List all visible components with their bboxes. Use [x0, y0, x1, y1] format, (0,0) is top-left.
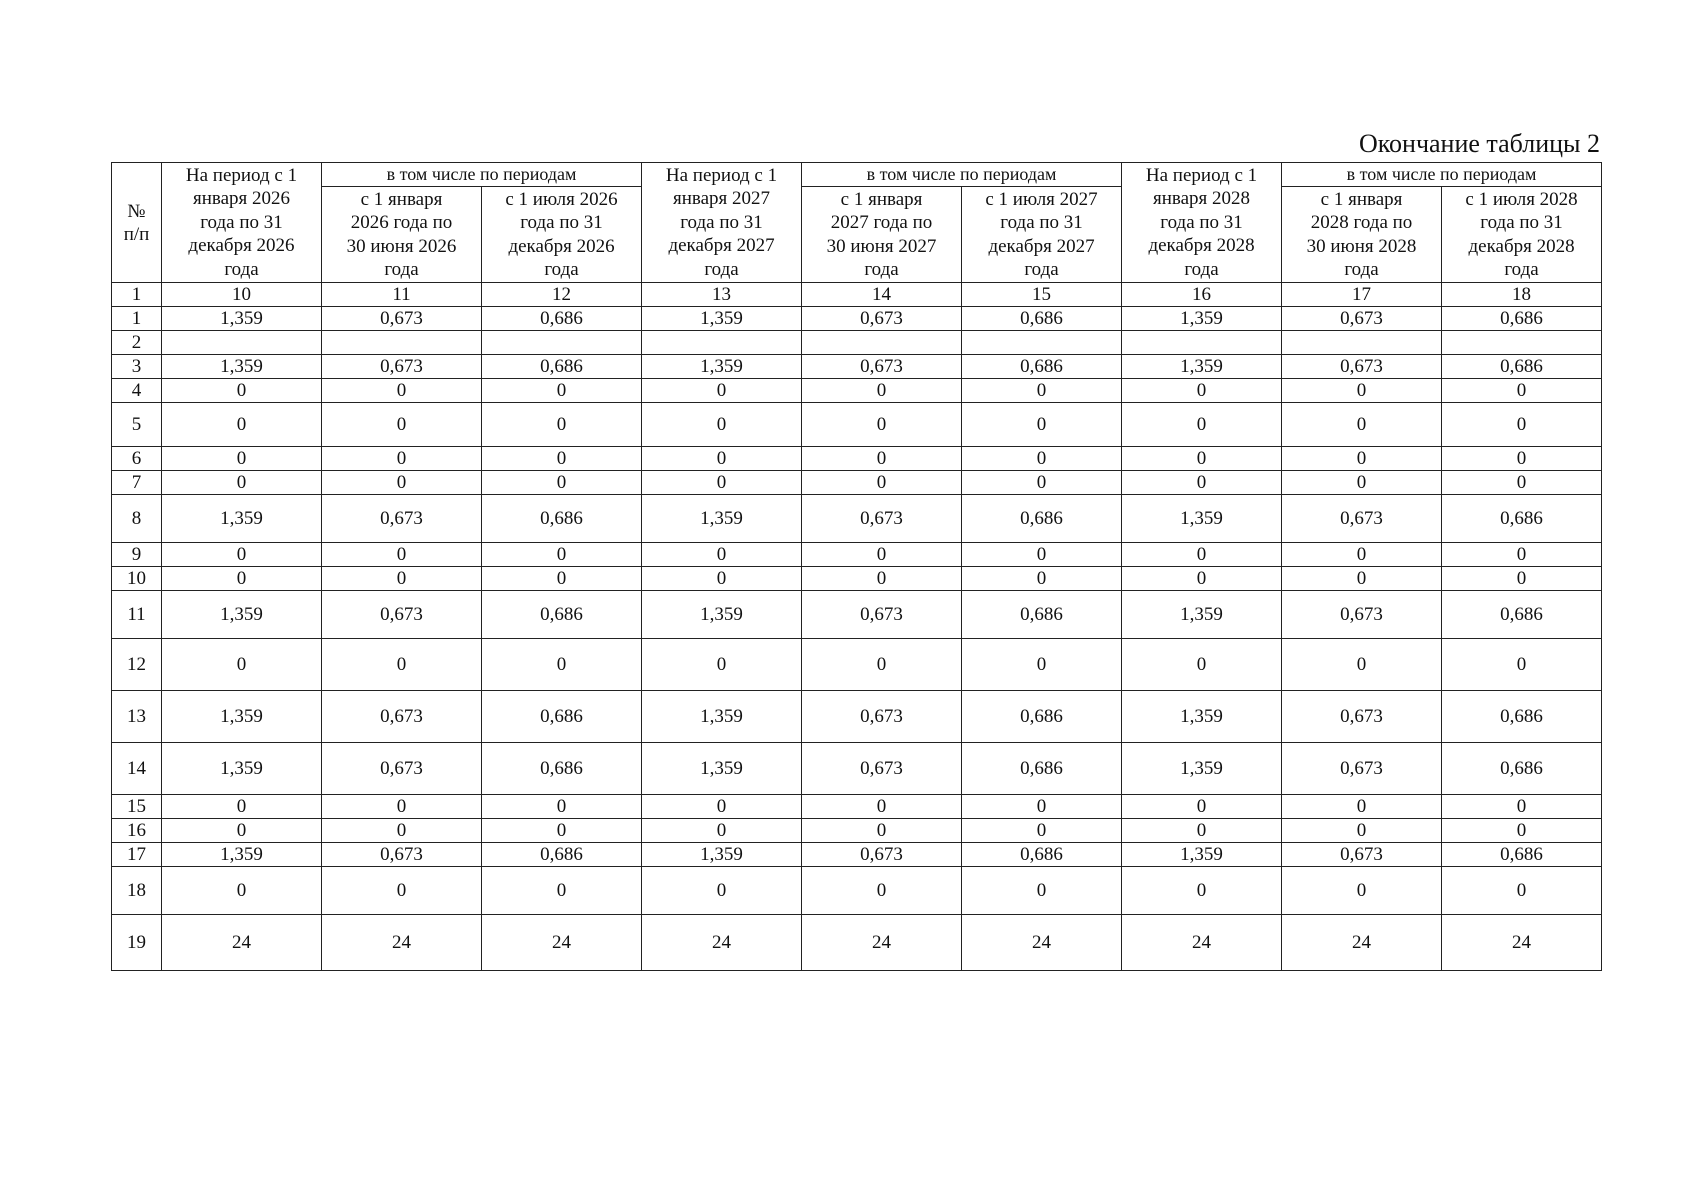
table-cell: 0: [1122, 567, 1282, 591]
table-cell: 0: [1282, 447, 1442, 471]
header-h1-2026: с 1 января 2026 года по 30 июня 2026 года: [322, 187, 482, 283]
row-number: 19: [112, 915, 162, 971]
table-cell: 0: [962, 639, 1122, 691]
table-cell: 24: [962, 915, 1122, 971]
table-cell: 0,686: [482, 743, 642, 795]
column-number: 14: [802, 283, 962, 307]
table-cell: [962, 331, 1122, 355]
row-number: 10: [112, 567, 162, 591]
table-cell: [1282, 331, 1442, 355]
table-cell: 0: [1282, 639, 1442, 691]
header-h2-2028: с 1 июля 2028 года по 31 декабря 2028 года: [1442, 187, 1602, 283]
table-cell: 0,686: [1442, 591, 1602, 639]
table-cell: 24: [1122, 915, 1282, 971]
table-cell: 0: [802, 379, 962, 403]
table-cell: 0: [482, 867, 642, 915]
table-cell: 0,673: [802, 743, 962, 795]
header-period-2028: На период с 1 января 2028 года по 31 декабря 2028 года: [1122, 163, 1282, 283]
table-cell: 0: [642, 795, 802, 819]
table-cell: 0: [802, 543, 962, 567]
table-cell: 0,673: [322, 355, 482, 379]
table-cell: 0: [642, 543, 802, 567]
table-cell: 0: [1282, 403, 1442, 447]
table-cell: 0: [1122, 639, 1282, 691]
table-cell: 0: [802, 567, 962, 591]
table-cell: 0,686: [1442, 355, 1602, 379]
table-cell: 1,359: [1122, 691, 1282, 743]
table-cell: 0: [962, 543, 1122, 567]
table-cell: 0,673: [322, 307, 482, 331]
table-cell: 0: [1122, 447, 1282, 471]
row-number: 18: [112, 867, 162, 915]
table-row: [112, 639, 1602, 691]
table-cell: 0: [642, 819, 802, 843]
table-row: [112, 543, 1602, 567]
table-cell: 0: [962, 795, 1122, 819]
table-cell: 24: [322, 915, 482, 971]
table-cell: 0: [1442, 543, 1602, 567]
header-h1-2028: с 1 января 2028 года по 30 июня 2028 года: [1282, 187, 1442, 283]
table-cell: 1,359: [162, 307, 322, 331]
table-cell: 24: [802, 915, 962, 971]
table-cell: 0,673: [1282, 495, 1442, 543]
table-cell: 0,673: [322, 743, 482, 795]
table-cell: 0,673: [322, 843, 482, 867]
row-number: 1: [112, 307, 162, 331]
table-cell: 1,359: [162, 743, 322, 795]
table-cell: 0: [1442, 639, 1602, 691]
table-cell: 0: [1122, 795, 1282, 819]
table-row: [112, 867, 1602, 915]
table-cell: 0: [1282, 471, 1442, 495]
table-cell: 0,673: [802, 591, 962, 639]
column-number: 16: [1122, 283, 1282, 307]
table-cell: 0,686: [482, 495, 642, 543]
table-cell: 24: [642, 915, 802, 971]
table-cell: 0: [962, 403, 1122, 447]
table-cell: 0: [1442, 403, 1602, 447]
table-cell: [642, 331, 802, 355]
header-period-2027: На период с 1 января 2027 года по 31 декабря 2027 года: [642, 163, 802, 283]
table-cell: [1122, 331, 1282, 355]
row-number: 11: [112, 591, 162, 639]
table-cell: 0: [482, 471, 642, 495]
table-row: [112, 447, 1602, 471]
table-row: [112, 843, 1602, 867]
table-cell: 24: [1442, 915, 1602, 971]
table-cell: 0: [962, 867, 1122, 915]
table-cell: 0: [962, 819, 1122, 843]
table-cell: 0: [162, 403, 322, 447]
table-cell: 0,686: [962, 743, 1122, 795]
row-number: 5: [112, 403, 162, 447]
table-cell: 0: [1122, 543, 1282, 567]
table-cell: 1,359: [1122, 495, 1282, 543]
table-cell: 0: [482, 795, 642, 819]
header-h2-2027: с 1 июля 2027 года по 31 декабря 2027 года: [962, 187, 1122, 283]
table-cell: 0: [482, 639, 642, 691]
table-cell: 0: [482, 447, 642, 471]
table-cell: 1,359: [162, 591, 322, 639]
table-cell: 0: [1282, 819, 1442, 843]
column-number: 18: [1442, 283, 1602, 307]
table-cell: 0,673: [322, 591, 482, 639]
row-number: 13: [112, 691, 162, 743]
table-cell: 1,359: [642, 591, 802, 639]
table-cell: 24: [482, 915, 642, 971]
row-number: 12: [112, 639, 162, 691]
header-period-2026: На период с 1 января 2026 года по 31 декабря 2026 года: [162, 163, 322, 283]
table-cell: 24: [162, 915, 322, 971]
row-number: 17: [112, 843, 162, 867]
table-cell: 0,686: [1442, 691, 1602, 743]
table-row: [112, 495, 1602, 543]
table-cell: 0: [162, 639, 322, 691]
table-cell: 0: [642, 471, 802, 495]
table-cell: 0: [482, 567, 642, 591]
column-number: 12: [482, 283, 642, 307]
column-number: 17: [1282, 283, 1442, 307]
table-cell: 0: [322, 639, 482, 691]
table-cell: 0: [802, 447, 962, 471]
table-row: [112, 691, 1602, 743]
table-cell: 0: [322, 819, 482, 843]
table-cell: 0,673: [802, 495, 962, 543]
data-table: [111, 162, 1602, 971]
column-number: 13: [642, 283, 802, 307]
header-subperiods-2027: в том числе по периодам: [802, 163, 1122, 187]
table-cell: 0: [642, 379, 802, 403]
table-cell: 0,673: [802, 355, 962, 379]
row-number: 7: [112, 471, 162, 495]
table-cell: [802, 331, 962, 355]
row-number: 4: [112, 379, 162, 403]
row-number: 14: [112, 743, 162, 795]
table-cell: 0: [802, 867, 962, 915]
table-cell: 0: [1122, 379, 1282, 403]
table-cell: 0: [482, 403, 642, 447]
table-cell: 0,673: [322, 691, 482, 743]
table-cell: 1,359: [162, 355, 322, 379]
table-cell: 0: [322, 471, 482, 495]
table-cell: 0,686: [962, 355, 1122, 379]
table-cell: 0,686: [962, 691, 1122, 743]
table-cell: 0,686: [482, 307, 642, 331]
table-cell: 0,686: [1442, 307, 1602, 331]
row-number: 8: [112, 495, 162, 543]
table-cell: 0: [1122, 403, 1282, 447]
table-cell: 0,686: [1442, 743, 1602, 795]
table-cell: 0,673: [1282, 843, 1442, 867]
table-cell: 1,359: [642, 743, 802, 795]
table-cell: 0: [1442, 867, 1602, 915]
table-body: [112, 307, 1602, 971]
table-cell: 1,359: [642, 843, 802, 867]
table-cell: 0: [322, 447, 482, 471]
table-cell: 1,359: [642, 307, 802, 331]
row-number: 16: [112, 819, 162, 843]
header-h1-2027: с 1 января 2027 года по 30 июня 2027 года: [802, 187, 962, 283]
table-cell: 0: [322, 379, 482, 403]
table-cell: 0: [962, 471, 1122, 495]
table-cell: 0: [1442, 379, 1602, 403]
table-cell: 1,359: [162, 691, 322, 743]
table-cell: [322, 331, 482, 355]
table-row: [112, 567, 1602, 591]
row-number: 9: [112, 543, 162, 567]
table-cell: [1442, 331, 1602, 355]
row-number: 3: [112, 355, 162, 379]
table-cell: 0: [802, 819, 962, 843]
table-row: [112, 471, 1602, 495]
table-cell: 0: [1442, 567, 1602, 591]
table-cell: 0: [642, 567, 802, 591]
table-cell: 0: [642, 867, 802, 915]
column-number: 10: [162, 283, 322, 307]
table-cell: [162, 331, 322, 355]
table-cell: 0: [802, 403, 962, 447]
column-number: 15: [962, 283, 1122, 307]
table-cell: 0,686: [482, 591, 642, 639]
column-number: 11: [322, 283, 482, 307]
table-cell: 0: [162, 567, 322, 591]
table-cell: 24: [1282, 915, 1442, 971]
table-cell: 0: [322, 543, 482, 567]
table-cell: 0: [162, 543, 322, 567]
table-row: [112, 403, 1602, 447]
table-cell: 1,359: [642, 495, 802, 543]
table-cell: 1,359: [162, 843, 322, 867]
table-cell: 0,673: [1282, 355, 1442, 379]
header-subperiods-2028: в том числе по периодам: [1282, 163, 1602, 187]
table-row: [112, 379, 1602, 403]
table-cell: 1,359: [642, 355, 802, 379]
table-cell: 0: [1282, 379, 1442, 403]
table-cell: 0: [162, 795, 322, 819]
table-row: [112, 795, 1602, 819]
table-cell: 0: [482, 379, 642, 403]
table-cell: 0: [1442, 447, 1602, 471]
table-cell: 0,686: [962, 843, 1122, 867]
table-row: [112, 819, 1602, 843]
table-cell: 0: [642, 447, 802, 471]
column-number: 1: [112, 283, 162, 307]
table-cell: 0,686: [482, 691, 642, 743]
table-cell: 0,686: [962, 495, 1122, 543]
table-cell: 0,686: [962, 307, 1122, 331]
table-cell: 0: [1122, 819, 1282, 843]
row-number: 2: [112, 331, 162, 355]
header-subperiods-2026: в том числе по периодам: [322, 163, 642, 187]
table-cell: 0,673: [1282, 591, 1442, 639]
table-row: [112, 331, 1602, 355]
table-cell: 1,359: [162, 495, 322, 543]
row-number: 15: [112, 795, 162, 819]
table-cell: 0: [962, 567, 1122, 591]
header-num: № п/п: [112, 163, 162, 283]
table-cell: 0: [1122, 471, 1282, 495]
table-cell: 0: [162, 819, 322, 843]
table-cell: 1,359: [1122, 355, 1282, 379]
table-row: [112, 355, 1602, 379]
table-cell: 0: [162, 471, 322, 495]
table-cell: 0: [802, 795, 962, 819]
table-cell: 0,686: [962, 591, 1122, 639]
table-row: [112, 743, 1602, 795]
table-cell: 0: [162, 379, 322, 403]
table-cell: 0,673: [1282, 743, 1442, 795]
table-cell: 0: [162, 867, 322, 915]
table-cell: 0: [1282, 795, 1442, 819]
table-cell: 0,673: [1282, 691, 1442, 743]
table-cell: 0: [642, 403, 802, 447]
table-cell: 0: [322, 567, 482, 591]
row-number: 6: [112, 447, 162, 471]
table-cell: 0,686: [1442, 843, 1602, 867]
table-cell: 0: [1282, 567, 1442, 591]
table-cell: [482, 331, 642, 355]
table-cell: 0: [322, 867, 482, 915]
table-cell: 1,359: [1122, 843, 1282, 867]
table-cell: 0: [482, 819, 642, 843]
table-cell: 0: [642, 639, 802, 691]
table-row: [112, 915, 1602, 971]
table-cell: 0: [322, 403, 482, 447]
table-cell: 1,359: [1122, 307, 1282, 331]
table-cell: 0: [162, 447, 322, 471]
table-cell: 0: [1442, 471, 1602, 495]
table-cell: 0,673: [322, 495, 482, 543]
table-cell: 0,673: [802, 307, 962, 331]
table-cell: 0: [962, 447, 1122, 471]
table-cell: 0: [1282, 867, 1442, 915]
table-cell: 0,686: [482, 843, 642, 867]
table-row: [112, 591, 1602, 639]
table-cell: 1,359: [1122, 591, 1282, 639]
table-cell: 0,686: [1442, 495, 1602, 543]
table-cell: 0: [1282, 543, 1442, 567]
table-cell: 0,686: [482, 355, 642, 379]
header-h2-2026: с 1 июля 2026 года по 31 декабря 2026 года: [482, 187, 642, 283]
table-row: [112, 307, 1602, 331]
table-cell: 0,673: [802, 843, 962, 867]
table-cell: 0,673: [1282, 307, 1442, 331]
table-cell: 0: [322, 795, 482, 819]
table-cell: 0: [802, 471, 962, 495]
table-cell: 0: [1442, 795, 1602, 819]
table-cell: 1,359: [642, 691, 802, 743]
table-cell: 0: [962, 379, 1122, 403]
table-cell: 0: [1442, 819, 1602, 843]
table-cell: 0: [1122, 867, 1282, 915]
table-cell: 0: [482, 543, 642, 567]
table-cell: 0: [802, 639, 962, 691]
table-cell: 1,359: [1122, 743, 1282, 795]
table-caption: Окончание таблицы 2: [1358, 129, 1600, 158]
table-cell: 0,673: [802, 691, 962, 743]
